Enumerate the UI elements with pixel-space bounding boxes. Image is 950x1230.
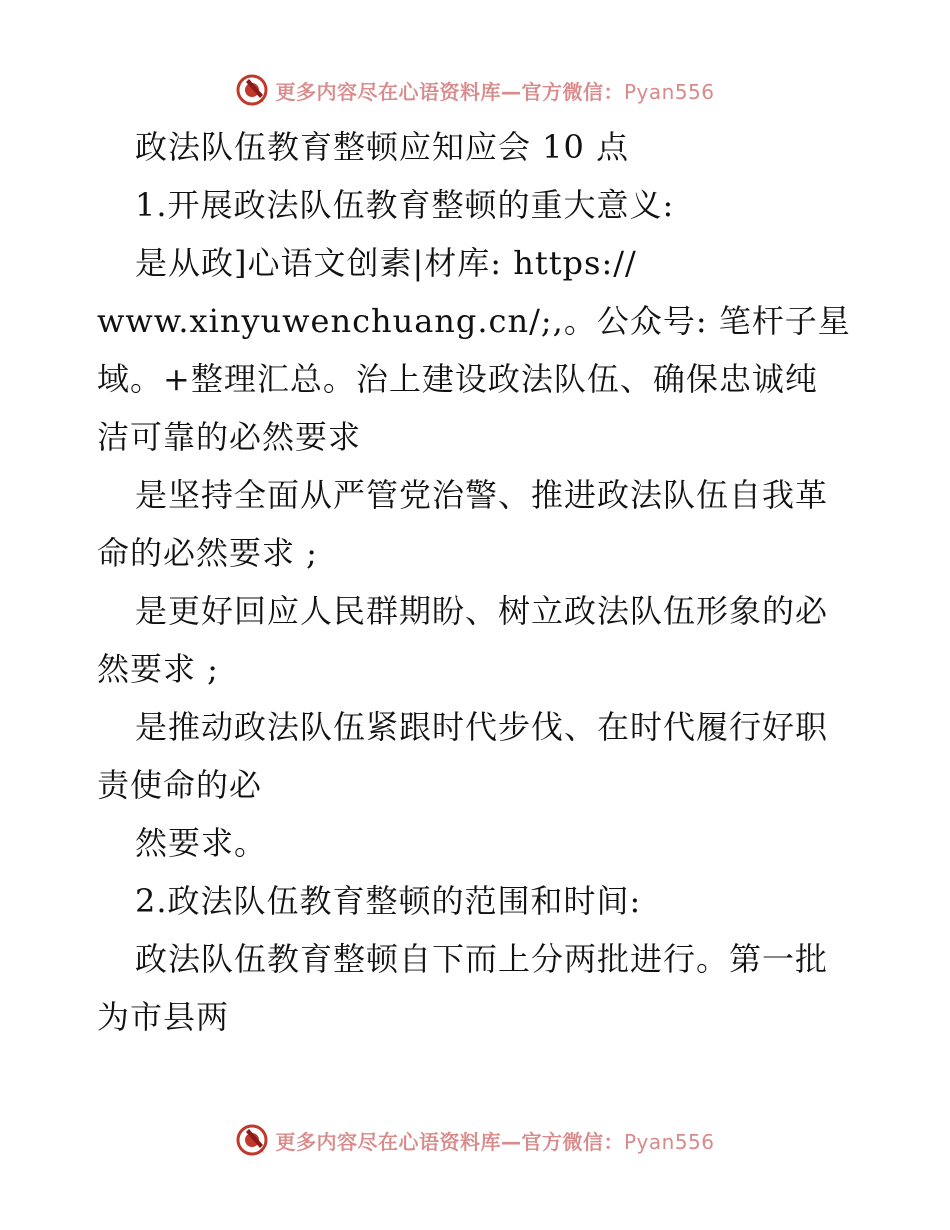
doc-line: 命的必然要求 ;	[97, 534, 318, 572]
header-banner	[0, 70, 950, 110]
doc-line: 政法队伍教育整顿应知应会 10 点	[135, 128, 630, 166]
doc-line: 洁可靠的必然要求	[97, 418, 362, 456]
doc-line: 为市县两	[97, 998, 230, 1036]
brand-logo-icon	[235, 1123, 269, 1157]
brand-logo-icon	[235, 73, 269, 107]
doc-line: 政法队伍教育整顿自下而上分两批进行。第一批	[135, 940, 829, 978]
doc-line: www.xinyuwenchuang.cn/;,。公众号: 笔杆子星	[97, 302, 851, 340]
doc-line: 是从政]心语文创素|材库: https://	[135, 244, 637, 282]
doc-line: 是更好回应人民群期盼、树立政法队伍形象的必	[135, 592, 829, 630]
footer-banner	[0, 1120, 950, 1160]
doc-line: 是坚持全面从严管党治警、推进政法队伍自我革	[135, 476, 829, 514]
header-banner-text: 更多内容尽在心语资料库—官方微信：Pyan556	[275, 79, 715, 104]
doc-line: 是推动政法队伍紧跟时代步伐、在时代履行好职	[135, 708, 829, 746]
doc-line: 2.政法队伍教育整顿的范围和时间:	[135, 882, 642, 920]
doc-line: 1.开展政法队伍教育整顿的重大意义:	[135, 186, 675, 224]
doc-line: 然要求 ;	[97, 650, 219, 688]
doc-line: 域。+整理汇总。治上建设政法队伍、确保忠诚纯	[97, 360, 818, 398]
document-body	[97, 118, 857, 1046]
doc-line: 责使命的必	[97, 766, 263, 804]
footer-banner-text: 更多内容尽在心语资料库—官方微信：Pyan556	[275, 1129, 715, 1154]
doc-line: 然要求。	[135, 824, 268, 862]
